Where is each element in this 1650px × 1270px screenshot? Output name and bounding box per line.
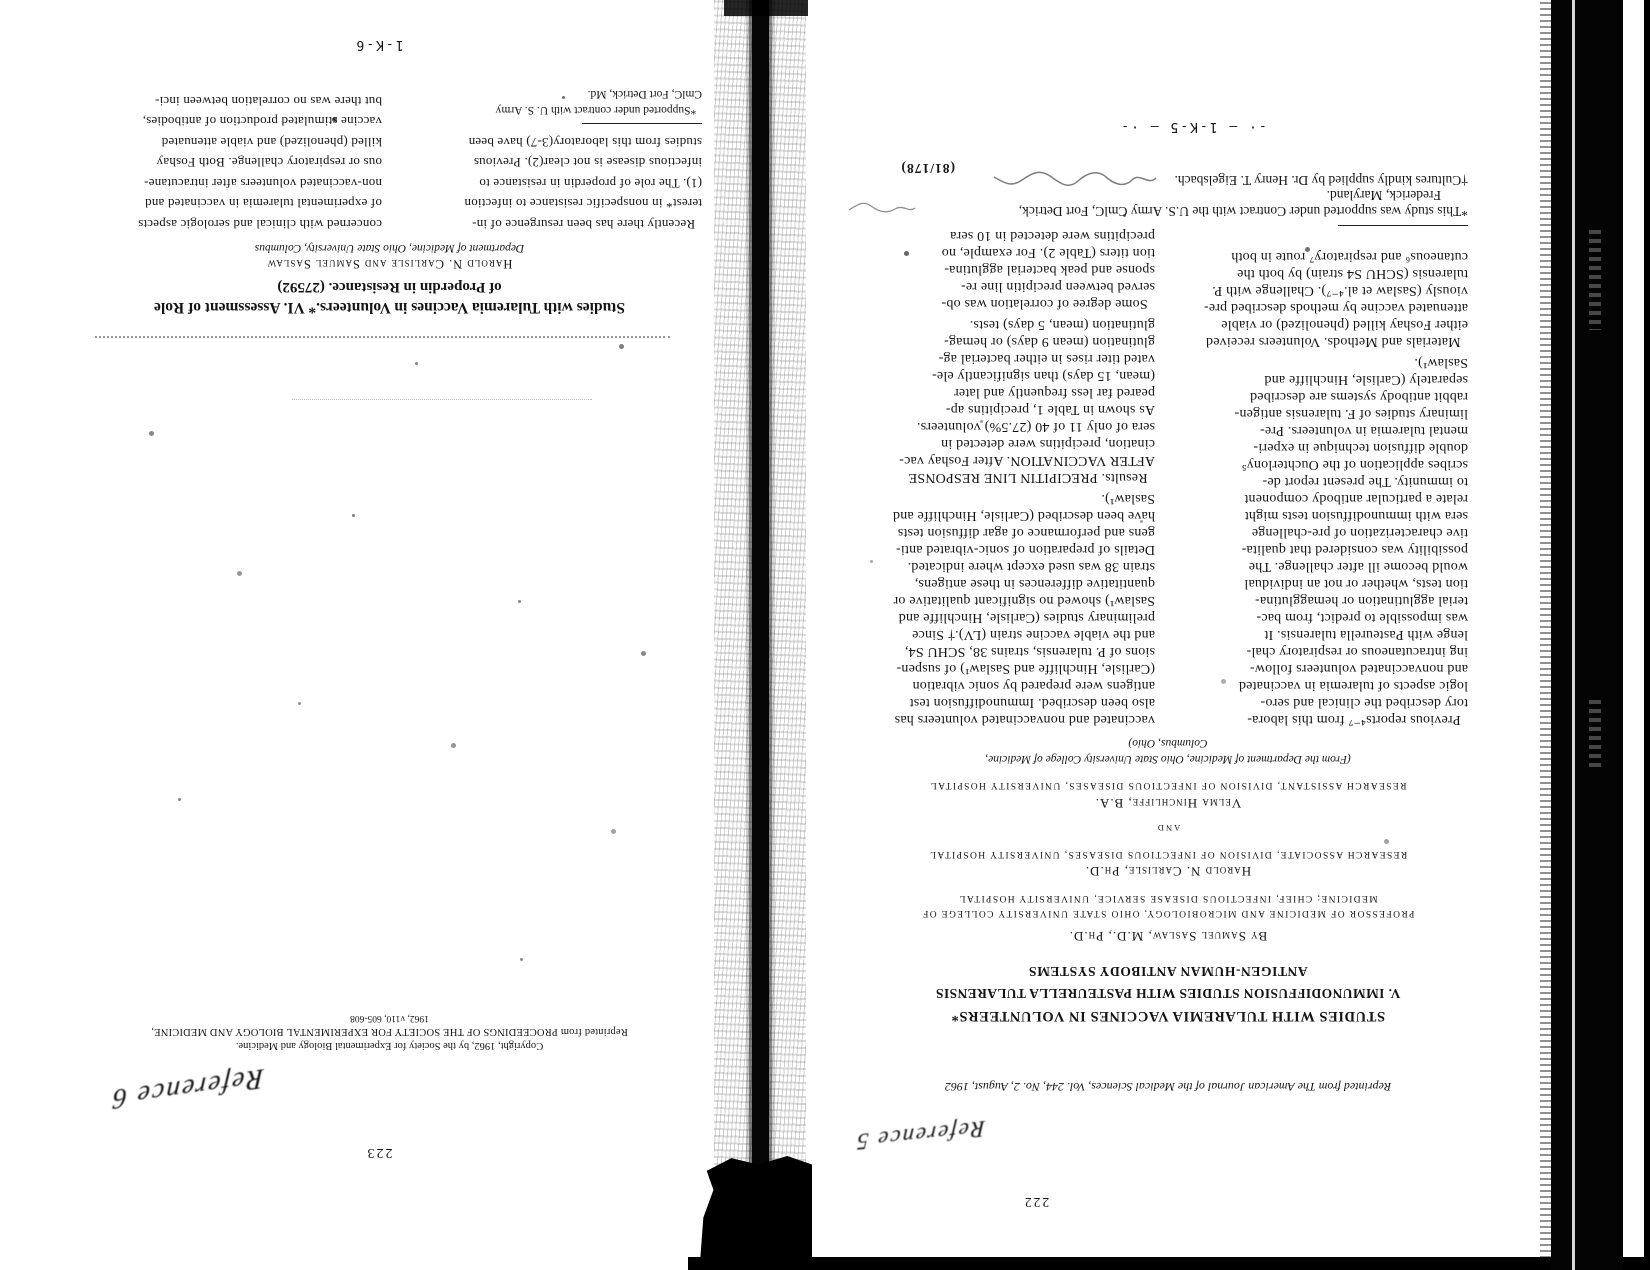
- text-line: (mean, 15 days) than significantly ele-: [931, 368, 1155, 383]
- copyright-line: Copyright, 1962, by the Society for Experimental Biology and Medicine.: [235, 1040, 544, 1051]
- text-line: liminary studies of F. tularensis antigen-: [1234, 406, 1468, 421]
- text-line: Saslaw¹).: [1414, 355, 1468, 370]
- text-line: Materials and Methods. Volunteers received: [1205, 334, 1468, 349]
- text-line: double diffusion technique in experi-: [1253, 440, 1468, 455]
- handwritten-signature: Reference 6: [109, 1061, 265, 1116]
- text-line: viously (Saslaw et al.⁴⁻⁷). Challenge with P.: [1212, 283, 1468, 298]
- page-number: 222: [1022, 1195, 1050, 1210]
- byline: By Samuel Saslaw, M.D., Ph.D.: [1068, 929, 1268, 944]
- text-line: tory described the clinical and sero-: [1260, 695, 1468, 710]
- text-line: and the viable vaccine strain (LV).† Since: [911, 627, 1155, 642]
- text-line: gens and performance of agar diffusion tests: [897, 525, 1155, 540]
- text-line: was impossible to predict, from bac-: [1256, 610, 1468, 625]
- affiliation-line: MEDICINE; CHIEF, INFECTIOUS DISEASE SERVICE, UNIVERSITY HOSPITAL: [958, 893, 1378, 903]
- page-number: 223: [365, 1145, 393, 1160]
- text-line: Saslaw¹) showed no significant qualitative or: [893, 593, 1155, 608]
- text-line: CmlC, Fort Detrick, Md.: [587, 88, 702, 100]
- text-line: to immunity. The present report de-: [1262, 474, 1468, 489]
- text-line: attenuated vaccine by methods described pre-: [1203, 300, 1468, 315]
- paragraph: [1166, 248, 1468, 350]
- text-line: precipitins were detected in 10 sera: [949, 228, 1155, 243]
- text-line: vated titer rises in either bacterial ag-: [938, 351, 1155, 366]
- text-line: *This study was supported under Contract with the U.S. Army CmlC, Fort Detrick,: [1018, 204, 1468, 219]
- reference-index-label: [1063, 119, 1323, 134]
- text-line: preliminary studies (Carlisle, Hinchliffe and: [898, 610, 1155, 625]
- scan-streak: [1589, 700, 1601, 770]
- scan-streak: [1589, 230, 1601, 330]
- text-line: tion tests, whether or not an individual: [1244, 576, 1468, 591]
- text-line: sponse and peak bacterial agglutina-: [944, 262, 1155, 277]
- text-line: Some degree of correlation was ob-: [941, 296, 1155, 311]
- reference-index-text: 1-K-5: [1168, 119, 1218, 134]
- scan-noise-dotted-line: [292, 399, 592, 400]
- text-line: ing intracutaneous or respiratory chal-: [1246, 644, 1468, 659]
- footnote-rule: [1338, 225, 1468, 226]
- paragraph: [848, 490, 1155, 728]
- label-dashes: — ·-: [1119, 119, 1169, 134]
- text-line: have been described (Carlisle, Hinchliffe and: [892, 508, 1155, 523]
- article-title-line: Studies with Tularemia Vaccines in Volunteers.* VI. Assessment of Role: [154, 299, 625, 316]
- text-line: possibility was considered that qualita-: [1241, 542, 1468, 557]
- text-line: As shown in Table 1, precipitins ap-: [945, 402, 1155, 417]
- text-line: tive characterization of pre-challenge: [1251, 525, 1468, 540]
- and-word: AND: [1155, 823, 1181, 833]
- affiliation-line: RESEARCH ASSOCIATE, DIVISION OF INFECTIOUS DISEASES, UNIVERSITY HOSPITAL: [928, 849, 1408, 859]
- from-department-line: Columbus, Ohio): [1128, 737, 1208, 749]
- scanned-page-222: [790, 0, 1553, 1270]
- footnote-rule: [582, 123, 702, 124]
- text-line: peared far less frequently and later: [953, 385, 1155, 400]
- author-line: Harold N. Carlisle, Ph.D.: [1084, 864, 1252, 879]
- text-line: Results. PRECIPITIN LINE RESPONSE: [908, 470, 1155, 485]
- scan-edge-line: [1644, 0, 1650, 1270]
- scan-noise-dotted-line: [95, 336, 670, 338]
- text-line: glutination (mean, 5 days) tests.: [969, 317, 1155, 332]
- body-column-2: [60, 91, 382, 235]
- text-line: concerned with clinical and serologic aspects: [138, 217, 382, 232]
- scan-edge-slit: [1572, 0, 1575, 1270]
- text-line: cination, precipitins were detected in: [940, 436, 1155, 451]
- text-line: Saslaw¹).: [1101, 491, 1155, 506]
- text-line: strain 38 was used except where indicated.: [907, 559, 1155, 574]
- text-line: (Carlisle, Hinchliffe and Saslaw¹) of suspen-: [896, 661, 1155, 676]
- text-line: †Cultures kindly supplied by Dr. Henry T. Eigelsbach.: [1174, 173, 1468, 188]
- text-line: terest* in nonspecific resistance to infection: [464, 196, 702, 212]
- text-line: and nonvaccinated volunteers follow-: [1249, 661, 1468, 676]
- affiliation-line: PROFESSOR OF MEDICINE AND MICROBIOLOGY, OHIO STATE UNIVERSITY COLLEGE OF: [921, 908, 1415, 918]
- author-line: Velma Hinchliffe, B.A.: [1094, 796, 1242, 811]
- text-line: studies from this laboratory(3-7) have been: [468, 135, 702, 150]
- text-line: would become ill after challenge. The: [1248, 559, 1468, 574]
- label-dashes: -· —: [1217, 119, 1267, 134]
- book-spine-shadow-bottom: [700, 1156, 812, 1262]
- text-line: vaccinated and nonvaccinated volunteers has: [894, 712, 1155, 727]
- text-line: logic aspects of tularemia in vaccinated: [1238, 678, 1468, 693]
- volume-line: 1962, v110, 605-608: [350, 1013, 429, 1023]
- text-line: Frederick, Maryland.: [1326, 188, 1468, 204]
- text-line: (1). The role of properdin in resistance to: [479, 176, 702, 191]
- text-line: quantitative differences in these antigens,: [914, 576, 1155, 591]
- text-line: terial agglutination or hemagglutina-: [1254, 593, 1468, 608]
- text-line: ous or respiratory challenge. Both Foshay: [156, 155, 382, 171]
- scan-edge-bottom: [688, 1257, 1650, 1270]
- text-line: of experimental tularemia in vaccinated and: [144, 196, 382, 212]
- text-line: relate a particular antibody component: [1244, 491, 1468, 506]
- scan-edge-right-band: [1551, 0, 1623, 1270]
- text-line: AFTER VACCINATION. After Foshay vac-: [899, 453, 1155, 468]
- footnote-block: [394, 86, 702, 118]
- text-line: sera of only 11 of 40 (27.5%) volunteers.: [916, 419, 1155, 434]
- text-line: served between precipitin line re-: [960, 279, 1155, 294]
- reprinted-from-line: Reprinted from PROCEEDINGS OF THE SOCIETY FOR EXPERIMENTAL BIOLOGY AND MEDICINE,: [151, 1026, 628, 1037]
- article-title-line: ANTIGEN-HUMAN ANTIBODY SYSTEMS: [1028, 964, 1308, 979]
- text-line: mental tularemia in volunteers. Pre-: [1259, 423, 1468, 438]
- text-line: non-vaccinated volunteers after intracutane-: [144, 176, 382, 191]
- text-line: Previous reports⁴⁻⁷ from this labora-: [1247, 712, 1468, 727]
- text-line: tion titers (Table 2). For example, no: [941, 245, 1155, 260]
- text-line: rabbit antibody systems are described: [1249, 389, 1468, 404]
- reference-index-label: 1-K-6: [354, 37, 404, 52]
- paragraph: [848, 316, 1155, 486]
- scanned-page-223: [0, 0, 712, 1270]
- from-department-line: (From the Department of Medicine, Ohio State University College of Medicine,: [985, 753, 1351, 765]
- text-line: also been described. Immunodiffusion test: [909, 695, 1155, 710]
- scan-edge-speckle: [1540, 0, 1552, 1270]
- page-stamp: (81/178): [900, 161, 955, 176]
- article-title-line: STUDIES WITH TULAREMIA VACCINES IN VOLUNTEERS*: [950, 1008, 1386, 1024]
- body-column-2: [848, 227, 1155, 728]
- reprinted-from-line: Reprinted from The American Journal of the Medical Sciences, Vol. 244, No. 2, August, 1962: [944, 1080, 1392, 1094]
- text-line: but there was no correlation between inci-: [154, 94, 382, 109]
- department-line: Department of Medicine, Ohio State University, Columbus: [254, 242, 525, 254]
- text-line: vaccine stimulated production of antibodies,: [142, 114, 382, 130]
- text-line: killed (phenolized) and viable attenuated: [161, 135, 382, 150]
- text-line: scribes application of the Ouchterlony⁵: [1241, 457, 1468, 472]
- body-column-1: [394, 132, 702, 235]
- text-line: infectious disease is not clear(2). Previous: [473, 155, 702, 171]
- text-line: cutaneous⁶ and respiratory⁷ route in both: [1231, 249, 1468, 264]
- text-line: glutination (mean 9 days) or hemag-: [943, 334, 1155, 349]
- text-line: *Supported under contract with U. S. Army: [495, 104, 702, 116]
- authors-line: Harold N. Carlisle and Samuel Saslaw: [266, 257, 513, 271]
- scan-noise-dots: [0, 0, 3, 3]
- text-line: either Foshay killed (phenolized) or viable: [1221, 317, 1468, 332]
- book-spine-shadow: [752, 0, 769, 1270]
- scan-noise-squiggle: [988, 170, 1158, 186]
- book-spine-shadow-top: [724, 0, 808, 16]
- text-line: antigens were prepared by sonic vibration: [912, 678, 1155, 693]
- handwritten-signature: Reference 5: [854, 1116, 986, 1155]
- article-title-line: V. IMMUNODIFFUSION STUDIES WITH PASTEURELLA TULARENSIS: [935, 986, 1401, 1001]
- text-line: lenge with Pasteurella tularensis. It: [1264, 627, 1468, 642]
- affiliation-line: RESEARCH ASSISTANT, DIVISION OF INFECTIOUS DISEASES, UNIVERSITY HOSPITAL: [929, 780, 1407, 790]
- text-line: Recently there has been resurgence of in-: [472, 217, 702, 232]
- paragraph: [1166, 354, 1468, 728]
- text-line: Details of preparation of sonic-vibrated anti-: [895, 542, 1155, 557]
- article-title-line: of Properdin in Resistance. (27592): [277, 279, 502, 295]
- paragraph: [848, 227, 1155, 312]
- body-column-1: [1166, 248, 1468, 728]
- text-line: sera with immunodiffusion tests might: [1244, 508, 1468, 523]
- text-line: tularensis (SCHU S4 strain) by both the: [1236, 266, 1468, 281]
- scan-noise-squiggle: [847, 202, 917, 214]
- text-line: separately (Carlisle, Hinchliffe and: [1264, 372, 1468, 387]
- text-line: sions of P. tularensis, strains 38, SCHU S4,: [904, 644, 1155, 659]
